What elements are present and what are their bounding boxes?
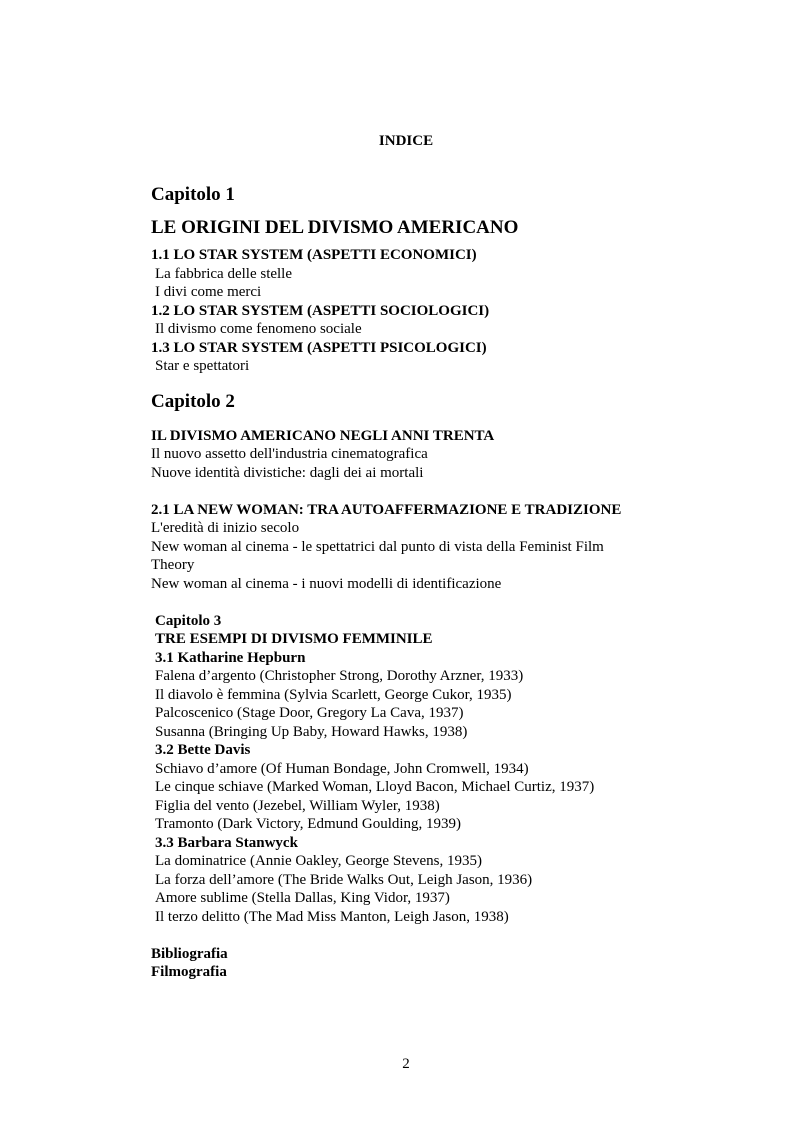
toc-item: New woman al cinema - i nuovi modelli di identificazione — [151, 575, 502, 592]
section-heading: 1.2 LO STAR SYSTEM (ASPETTI SOCIOLOGICI) — [151, 302, 490, 319]
toc-item: La forza dell’amore (The Bride Walks Out, Leigh Jason, 1936) — [155, 871, 533, 888]
toc-item: Nuove identità divistiche: dagli dei ai mortali — [151, 464, 424, 481]
index-title: INDICE — [378, 133, 434, 149]
toc-item: Figlia del vento (Jezebel, William Wyler, 1938) — [155, 797, 440, 814]
toc-item: Il diavolo è femmina (Sylvia Scarlett, George Cukor, 1935) — [155, 686, 512, 703]
toc-item: La fabbrica delle stelle — [155, 265, 293, 282]
toc-item: I divi come merci — [155, 284, 262, 300]
chapter-3-label: Capitolo 3 — [155, 612, 222, 629]
section-heading: 3.1 Katharine Hepburn — [155, 649, 306, 666]
page-number: 2 — [402, 1056, 410, 1072]
toc-item: Il nuovo assetto dell'industria cinematografica — [151, 446, 428, 462]
spacer — [151, 593, 751, 612]
chapter-2-label: Capitolo 2 — [151, 390, 235, 412]
section-heading: 2.1 LA NEW WOMAN: TRA AUTOAFFERMAZIONE E TRADIZIONE — [151, 501, 622, 518]
toc-item: Star e spettatori — [155, 358, 250, 374]
toc-item: Palcoscenico (Stage Door, Gregory La Cava, 1937) — [155, 705, 464, 721]
toc-item: Il terzo delitto (The Mad Miss Manton, Leigh Jason, 1938) — [155, 908, 509, 925]
filmography-heading: Filmografia — [151, 964, 227, 980]
section-heading: 3.3 Barbara Stanwyck — [155, 834, 298, 851]
chapter-1-sections — [151, 246, 751, 376]
toc-item: New woman al cinema - le spettatrici dal punto di vista della Feminist Film — [151, 538, 604, 555]
section-heading: 1.1 LO STAR SYSTEM (ASPETTI ECONOMICI) — [151, 247, 477, 263]
bibliography-heading: Bibliografia — [151, 945, 228, 962]
toc-item: Theory — [151, 557, 195, 573]
spacer — [151, 482, 751, 501]
chapter-1-title: LE ORIGINI DEL DIVISMO AMERICANO — [151, 217, 519, 238]
chapter-3-heading: TRE ESEMPI DI DIVISMO FEMMINILE — [155, 631, 433, 647]
toc-item: Susanna (Bringing Up Baby, Howard Hawks, 1938) — [155, 723, 468, 740]
toc-item: Il divismo come fenomeno sociale — [155, 321, 362, 337]
chapter-2-body — [151, 427, 751, 612]
table-of-contents — [151, 183, 751, 982]
toc-item: L'eredità di inizio secolo — [151, 520, 300, 536]
section-heading: 3.2 Bette Davis — [155, 742, 251, 758]
toc-item: Falena d’argento (Christopher Strong, Dorothy Arzner, 1933) — [155, 668, 524, 684]
toc-item: Le cinque schiave (Marked Woman, Lloyd Bacon, Michael Curtiz, 1937) — [155, 779, 595, 795]
chapter-2-heading: IL DIVISMO AMERICANO NEGLI ANNI TRENTA — [151, 427, 495, 444]
toc-item: Schiavo d’amore (Of Human Bondage, John Cromwell, 1934) — [155, 760, 529, 777]
chapter-1-label: Capitolo 1 — [151, 184, 235, 205]
toc-item: Amore sublime (Stella Dallas, King Vidor, 1937) — [155, 890, 450, 906]
toc-item: La dominatrice (Annie Oakley, George Stevens, 1935) — [155, 853, 482, 869]
section-heading: 1.3 LO STAR SYSTEM (ASPETTI PSICOLOGICI) — [151, 339, 487, 356]
spacer — [151, 926, 751, 945]
chapter-3-body — [151, 612, 751, 982]
toc-item: Tramonto (Dark Victory, Edmund Goulding, 1939) — [155, 816, 462, 832]
